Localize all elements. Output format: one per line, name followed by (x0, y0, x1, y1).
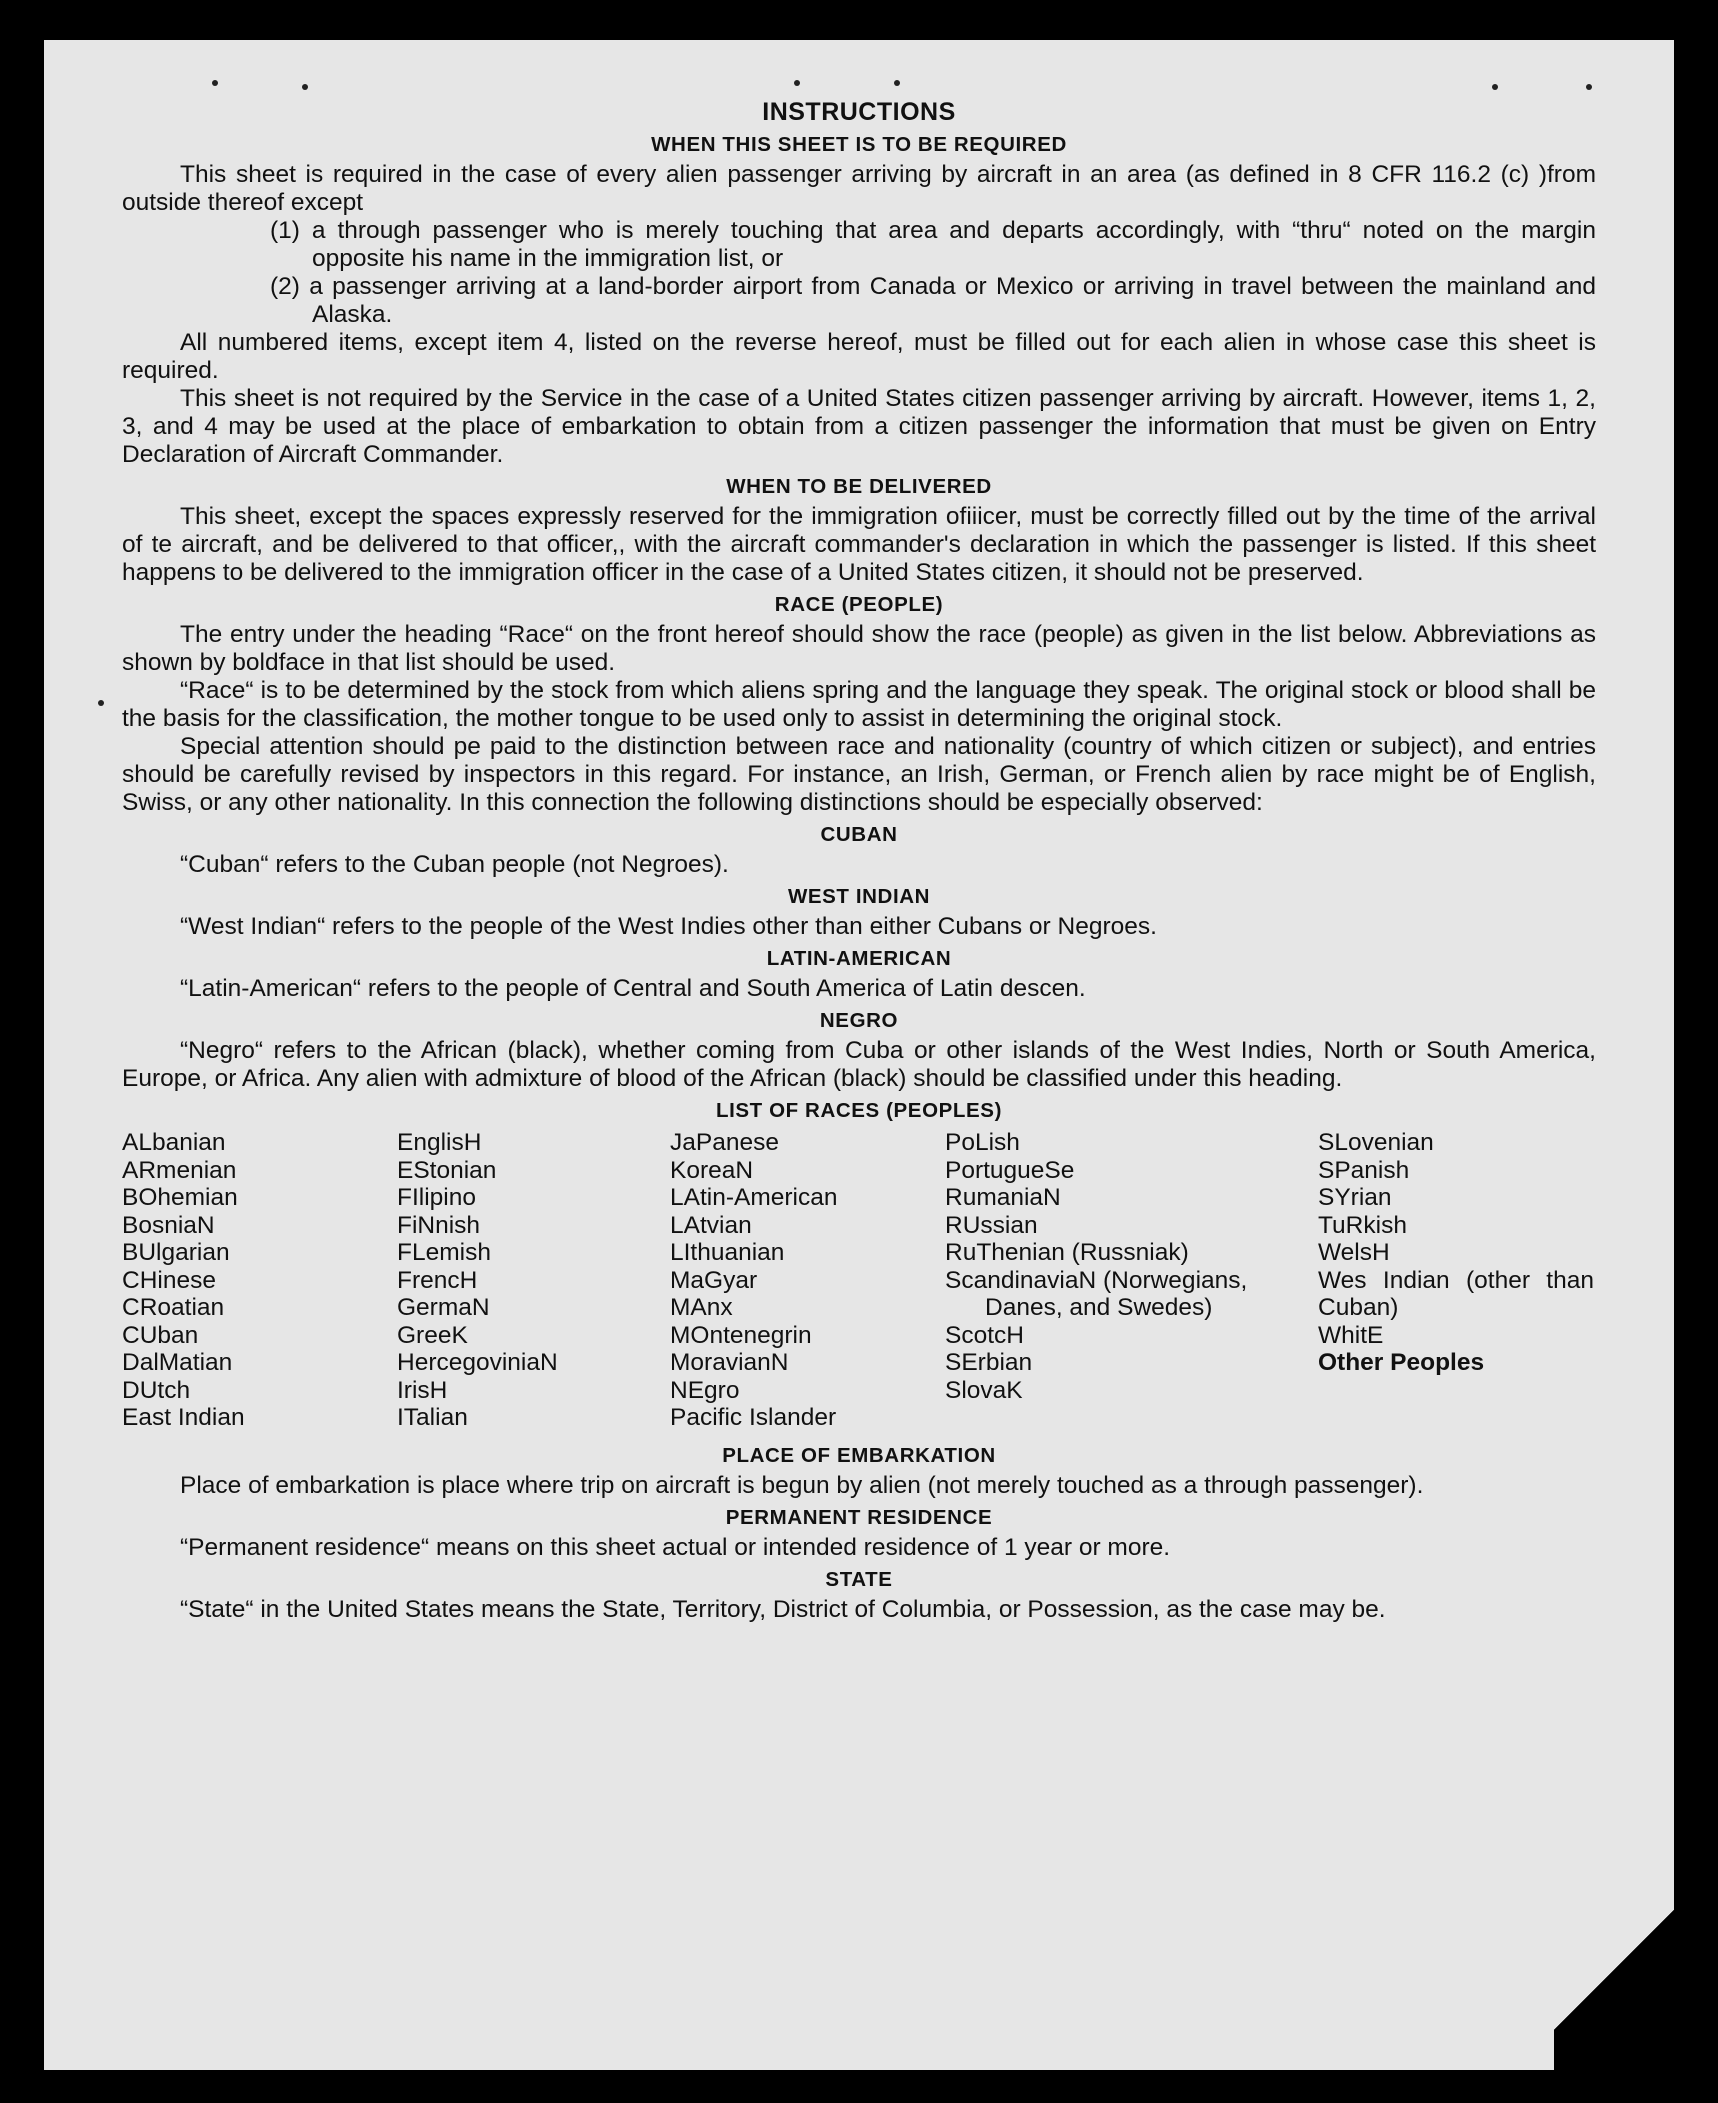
race-list (122, 1129, 1596, 1432)
race-item: DalMatian (122, 1349, 233, 1376)
race-item: ScandinaviaN (Norwegians, Danes, and Swedes) (945, 1266, 1248, 1321)
residence-text: “Permanent residence“ means on this sheet actual or intended residence of 1 year or more. (180, 1533, 1171, 1561)
heading-race: RACE (PEOPLE) (774, 593, 944, 616)
race-item: HercegoviniaN (397, 1349, 558, 1376)
race-item: RuThenian (Russniak) (945, 1239, 1189, 1266)
citizen-note: This sheet is not required by the Service in the case of a United States citizen passenger arriving by aircraft. However, items 1, 2, 3, and 4 may be used at the place of embarkation to obtain from a citizen passenger the information that must be given on Entry Declaration of Aircraft Commander. (122, 385, 1596, 468)
race-column-4 (945, 1129, 1318, 1432)
heading-permanent-residence: PERMANENT RESIDENCE (725, 1505, 993, 1529)
race-item: CUban (122, 1321, 199, 1349)
required-intro: This sheet is required in the case of every alien passenger arriving by aircraft in an area (as defined in 8 CFR 116.2 (c) )from outside thereof except (122, 161, 1596, 216)
race-item: FIlipino (397, 1184, 476, 1211)
race-item: ScotcH (945, 1321, 1024, 1349)
race-item: NEgro (670, 1376, 740, 1404)
heading-state: STATE (825, 1567, 893, 1591)
race-paragraph-2: “Race“ is to be determined by the stock from which aliens spring and the language they speak. The original stock or blood shall be the basis for the classification, the mother tongue to be used only to assist in determining the original stock. (122, 677, 1596, 732)
race-item: ALbanian (122, 1129, 226, 1156)
heading-embarkation: PLACE OF EMBARKATION (722, 1443, 996, 1467)
race-column-2 (397, 1129, 670, 1432)
race-item: SYrian (1318, 1184, 1392, 1211)
race-item: BUlgarian (122, 1239, 230, 1266)
heading-west-indian: WEST INDIAN (787, 885, 931, 908)
heading-when-required: WHEN THIS SHEET IS TO BE REQUIRED (651, 133, 1067, 156)
race-item: CHinese (122, 1266, 216, 1294)
race-item: LAtin-American (670, 1184, 838, 1211)
race-item: FLemish (397, 1239, 491, 1266)
race-item: Wes Indian (other than Cuban) (1318, 1266, 1594, 1321)
race-item: GreeK (397, 1321, 468, 1349)
race-item: JaPanese (670, 1129, 779, 1156)
heading-list-of-races: LIST OF RACES (PEOPLES) (715, 1099, 1002, 1122)
race-item: WelsH (1318, 1239, 1390, 1266)
document-page (44, 40, 1674, 2070)
race-item: Pacific Islander (670, 1404, 837, 1431)
race-item: Other Peoples (1318, 1349, 1485, 1376)
heading-latin-american: LATIN-AMERICAN (766, 947, 952, 970)
delivered-text: This sheet, except the spaces expressly reserved for the immigration ofiiicer, must be correctly filled out by the time of the arrival of te aircraft, and be delivered to that officer,, with the aircraft commander's declaration in which the passenger is listed. If this sheet happens to be delivered to the immigration officer in the case of a United States citizen, it should not be preserved. (122, 503, 1596, 586)
cuban-text: “Cuban“ refers to the Cuban people (not Negroes). (180, 851, 729, 878)
race-item: FiNnish (397, 1211, 481, 1239)
heading-when-delivered: WHEN TO BE DELIVERED (726, 475, 992, 498)
heading-cuban: CUBAN (820, 823, 898, 846)
race-column-5 (1318, 1129, 1602, 1432)
negro-text: “Negro“ refers to the African (black), whether coming from Cuba or other islands of the West Indies, North or South America, Europe, or Africa. Any alien with admixture of blood of the African (black) should be classified under this heading. (122, 1037, 1596, 1092)
race-item: IrisH (397, 1376, 448, 1404)
race-item: WhitE (1318, 1321, 1384, 1349)
race-item: MOntenegrin (670, 1321, 812, 1349)
race-item: ITalian (397, 1404, 468, 1431)
race-item: PoLish (945, 1129, 1020, 1156)
race-item: MoravianN (670, 1349, 789, 1376)
race-item: MAnx (670, 1294, 733, 1321)
race-item: EStonian (397, 1156, 497, 1184)
instructions-title: INSTRUCTIONS (762, 98, 956, 126)
race-item: CRoatian (122, 1294, 225, 1321)
race-item: TuRkish (1318, 1211, 1407, 1239)
race-item: LIthuanian (670, 1239, 785, 1266)
race-item: PortugueSe (945, 1156, 1075, 1184)
race-item: SPanish (1318, 1156, 1410, 1184)
exception-1: (1) a through passenger who is merely touching that area and departs accordingly, with “thru“ noted on the margin opposite his name in the immigration list, or (270, 217, 1596, 272)
exception-2: (2) a passenger arriving at a land-border airport from Canada or Mexico or arriving in travel between the mainland and Alaska. (270, 273, 1596, 328)
race-item: BosniaN (122, 1211, 215, 1239)
race-item: RumaniaN (945, 1184, 1061, 1211)
race-column-1 (122, 1129, 397, 1432)
race-item: SErbian (945, 1349, 1033, 1376)
heading-negro: NEGRO (819, 1009, 899, 1032)
race-item: ARmenian (122, 1156, 237, 1184)
race-item: FrencH (397, 1266, 478, 1294)
state-text: “State“ in the United States means the State, Territory, District of Columbia, or Possession, as the case may be. (180, 1595, 1386, 1623)
race-column-3 (670, 1129, 945, 1432)
race-item: East Indian (122, 1404, 245, 1431)
embarkation-text: Place of embarkation is place where trip on aircraft is begun by alien (not merely touched as a through passenger). (180, 1471, 1424, 1499)
folded-corner (1554, 1870, 1674, 2070)
race-item: GermaN (397, 1294, 490, 1321)
race-item: DUtch (122, 1376, 191, 1404)
latin-american-text: “Latin-American“ refers to the people of Central and South America of Latin descen. (180, 975, 1086, 1002)
race-item: KoreaN (670, 1156, 754, 1184)
west-indian-text: “West Indian“ refers to the people of the West Indies other than either Cubans or Negroes. (180, 913, 1157, 940)
race-item: LAtvian (670, 1211, 752, 1239)
race-item: SlovaK (945, 1376, 1023, 1404)
race-item: EnglisH (397, 1129, 482, 1156)
race-item: MaGyar (670, 1266, 758, 1294)
race-item: SLovenian (1318, 1129, 1434, 1156)
race-item: BOhemian (122, 1184, 238, 1211)
race-paragraph-3: Special attention should pe paid to the distinction between race and nationality (country of which citizen or subject), and entries should be carefully revised by inspectors in this regard. For instance, an Irish, German, or French alien by race might be of English, Swiss, or any other nationality. In this connection the following distinctions should be especially observed: (122, 733, 1596, 816)
numbered-items-note: All numbered items, except item 4, listed on the reverse hereof, must be filled out for each alien in whose case this sheet is required. (122, 329, 1596, 384)
race-item: RUssian (945, 1211, 1038, 1239)
race-paragraph-1: The entry under the heading “Race“ on the front hereof should show the race (people) as given in the list below. Abbreviations as shown by boldface in that list should be used. (122, 621, 1596, 676)
